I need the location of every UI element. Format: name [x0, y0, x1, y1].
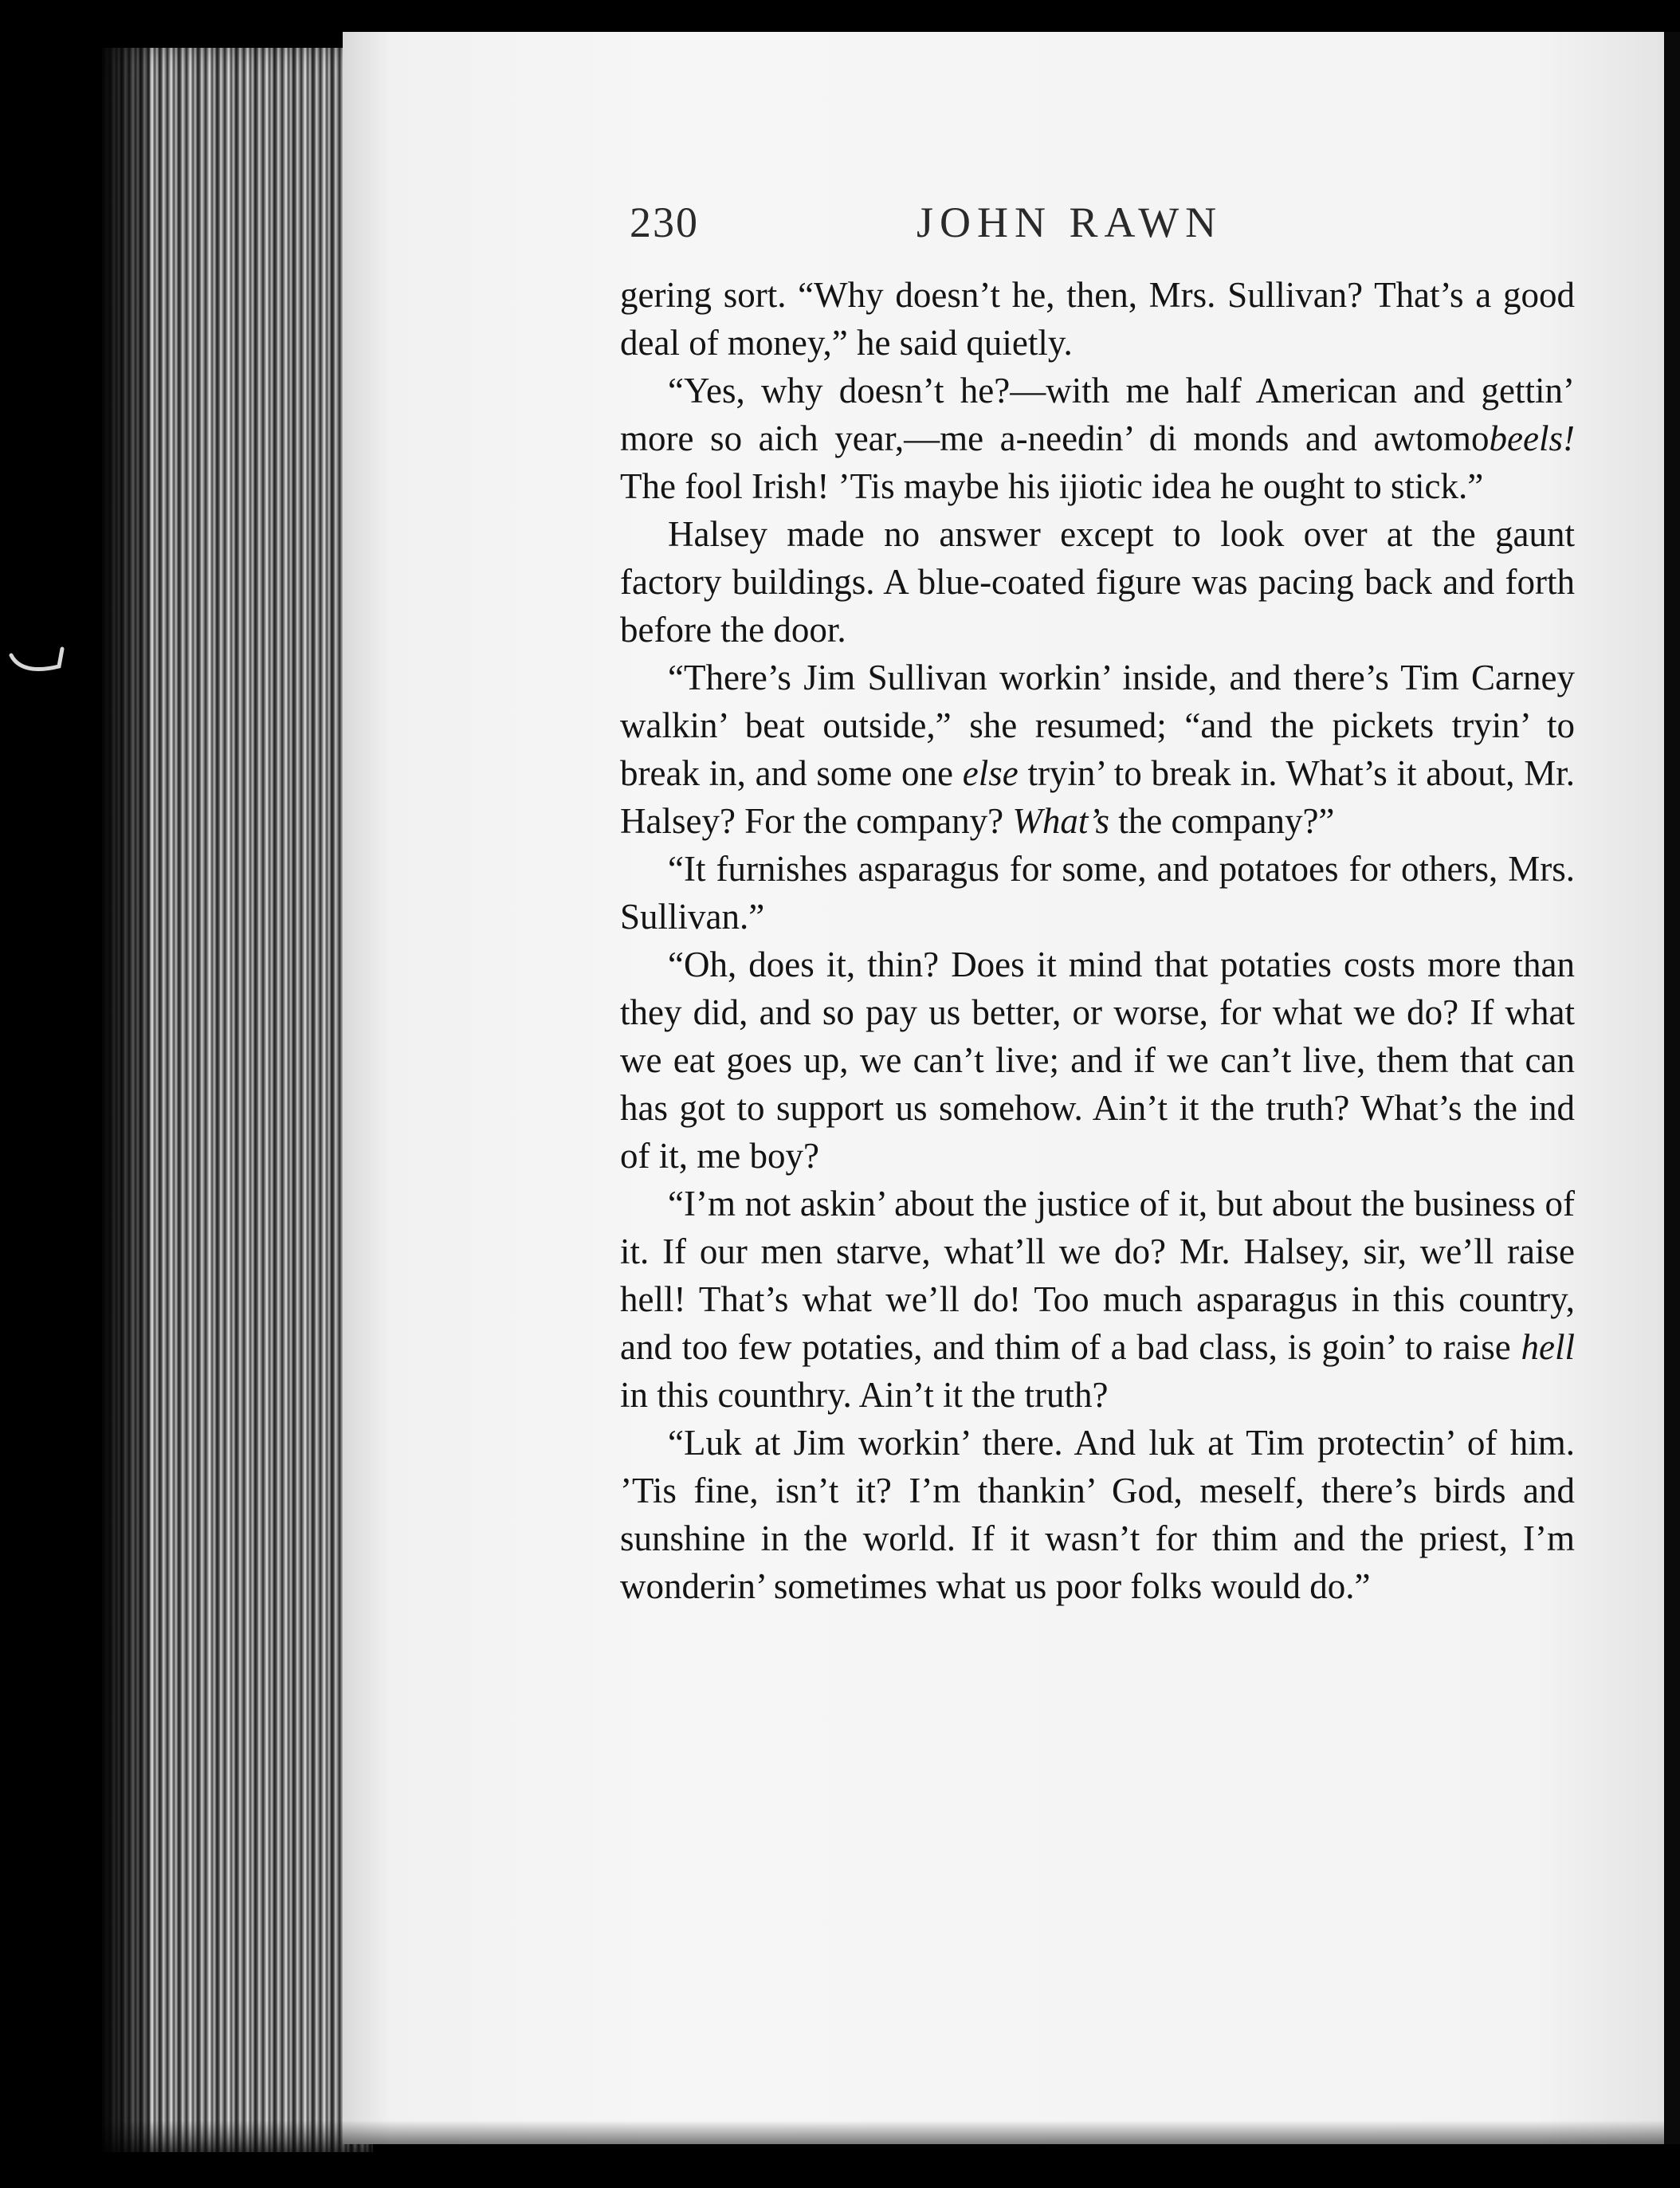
text-run: “Oh, does it, thin? Does it mind that potaties costs more than they did, and so pay us better, or worse, for what we do? If what we eat goes up, we can’t live; and if we can’t live, them that can has got to support us somehow. Ain’t it the truth? What’s the ind of it, me boy?	[620, 945, 1575, 1176]
text-run: gering sort. “Why doesn’t he, then, Mrs. Sullivan? That’s a good deal of money,” he said quietly.	[620, 275, 1575, 363]
paragraph	[620, 1419, 1575, 1610]
paragraph	[620, 367, 1575, 510]
paragraph	[620, 271, 1575, 367]
paragraph	[620, 1180, 1575, 1419]
paragraph	[620, 654, 1575, 845]
paragraph	[620, 845, 1575, 941]
italic-run: beels!	[1489, 418, 1575, 458]
text-run: tryin’ to break in. What’s it about, Mr. Halsey? For the company?	[620, 753, 1575, 841]
margin-mark-icon	[6, 638, 70, 685]
text-run: “I’m not askin’ about the justice of it, but about the business of it. If our men starve, what’ll we do? Mr. Halsey, sir, we’ll raise hell! That’s what we’ll do! Too much asparagus in this country, and too few potaties, and thim of a bad class, is goin’ to raise	[620, 1184, 1575, 1367]
text-run: “Yes, why doesn’t he?—with me half American and gettin’ more so aich year,—me a-needin’ di monds and awtomo	[620, 371, 1575, 458]
paragraph	[620, 510, 1575, 654]
italic-run: else	[962, 753, 1019, 793]
text-run: the company?”	[1109, 801, 1335, 841]
italic-run: What’s	[1012, 801, 1110, 841]
page-number: 230	[630, 198, 699, 246]
paragraph	[620, 941, 1575, 1180]
running-head	[630, 198, 1251, 253]
italic-run: hell	[1521, 1327, 1575, 1367]
binding-shadow	[102, 48, 150, 2152]
right-edge	[1664, 32, 1680, 2144]
text-run: “Luk at Jim workin’ there. And luk at Tim protectin’ of him. ’Tis fine, isn’t it? I’m thankin’ God, meself, there’s birds and sunshine in the world. If it wasn’t for thim and the priest, I’m wonderin’ sometimes what us poor folks would do.”	[620, 1423, 1575, 1606]
text-run: “There’s Jim Sullivan workin’ inside, and there’s Tim Carney walkin’ beat outside,” she resumed; “and the pickets tryin’ to break in, and some one	[620, 658, 1575, 793]
bottom-shadow	[102, 2120, 1664, 2168]
text-run: in this counthry. Ain’t it the truth?	[620, 1375, 1109, 1415]
text-run: “It furnishes asparagus for some, and potatoes for others, Mrs. Sullivan.”	[620, 849, 1575, 937]
text-run: The fool Irish! ’Tis maybe his ijiotic idea he ought to stick.”	[620, 466, 1484, 506]
book-title: JOHN RAWN	[917, 198, 1223, 246]
body-text	[620, 271, 1575, 1610]
text-run: Halsey made no answer except to look over at the gaunt factory buildings. A blue-coated figure was pacing back and forth before the door.	[620, 514, 1575, 650]
